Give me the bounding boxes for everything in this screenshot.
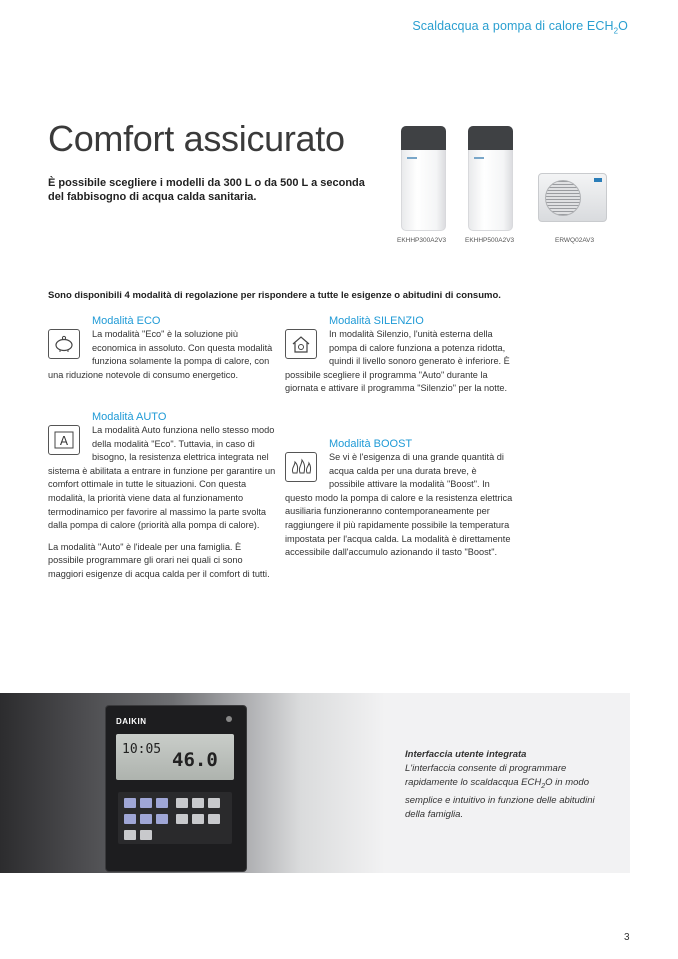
- mode-eco-text: La modalità "Eco" è la soluzione più economica in assoluto. Con questa modalità funziona solamente la pompa di calore, con una riduzione notevole di consumo energetico.: [48, 329, 273, 380]
- mode-boost-text: Se vi è l'esigenza di una grande quantità di acqua calda per una durata breve, è possibile attivare la modalità "Boost". In questo modo la pompa di calore e la resistenza elettrica ausiliaria funzioneranno contemporaneamente per raggiungere il più rapidamente possibile la temperatura impostata per l'acqua calda. La modalità è direttamente accessibile dall'accumulo azionando il tasto "Boost".: [285, 452, 513, 558]
- mode-silenzio-text: In modalità Silenzio, l'unità esterna della pompa di calore funziona a potenza ridotta, quindi il livello sonoro generato è inferiore. È possibile scegliere il programma "Auto" durante la giornata e attivare il programma "Silenzio" per la notte.: [285, 329, 510, 394]
- product-label: EKHHP500A2V3: [465, 237, 515, 244]
- keypad-button[interactable]: [140, 830, 152, 840]
- keypad-button[interactable]: [140, 798, 152, 808]
- mode-silenzio-title: Modalità SILENZIO: [329, 315, 424, 327]
- mode-boost-title: Modalità BOOST: [329, 438, 413, 450]
- product-label: ERWQ02AV3: [555, 237, 595, 244]
- mode-eco: [48, 314, 276, 382]
- lead-paragraph: È possibile scegliere i modelli da 300 L o da 500 L a seconda del fabbisogno di acqua calda sanitaria.: [48, 177, 365, 203]
- keypad-button[interactable]: [176, 798, 188, 808]
- lcd-time: 10:05: [122, 742, 162, 757]
- product-label: EKHHP300A2V3: [397, 237, 447, 244]
- modes-intro: Sono disponibili 4 modalità di regolazione per rispondere a tutte le esigenze o abitudini di consumo.: [48, 290, 501, 301]
- lcd-temperature: 46.0: [172, 749, 218, 771]
- keypad: [118, 792, 232, 844]
- page-number: 3: [624, 932, 630, 943]
- keypad-button[interactable]: [208, 814, 220, 824]
- mode-auto-text-2: La modalità "Auto" è l'ideale per una famiglia. È possibile programmare gli orari nei quali ci sono maggiori esigenze di acqua calda per il comfort di tutti.: [48, 541, 270, 579]
- keypad-button[interactable]: [156, 798, 168, 808]
- section-header: Scaldacqua a pompa di calore $ECH_2O$: [412, 19, 628, 36]
- product-image-500l: [468, 126, 513, 231]
- keypad-button[interactable]: [208, 798, 220, 808]
- keypad-button[interactable]: [124, 830, 136, 840]
- interface-caption: Interfaccia utente integrata L'interfaccia consente di programmare rapidamente lo scaldacqua $ECH_2O$ in modo semplice e intuitivo in funzione delle abitudini della famiglia.: [405, 748, 615, 822]
- mode-boost: [285, 437, 513, 560]
- mode-auto-title: Modalità AUTO: [92, 411, 167, 423]
- lcd-display: [116, 734, 234, 780]
- keypad-button[interactable]: [176, 814, 188, 824]
- keypad-button[interactable]: [192, 814, 204, 824]
- boost-flames-icon: [285, 452, 317, 482]
- keypad-button[interactable]: [124, 798, 136, 808]
- keypad-button[interactable]: [124, 814, 136, 824]
- keypad-button[interactable]: [140, 814, 152, 824]
- mode-silenzio: [285, 314, 513, 396]
- page-title: Comfort assicurato: [48, 118, 345, 159]
- mode-eco-title: Modalità ECO: [92, 315, 161, 327]
- mode-auto-text: La modalità Auto funziona nello stesso modo della modalità "Eco". Tuttavia, in caso di bisogno, la resistenza elettrica integrata nel sistema è abilitata a entrare in funzione per garantire un comfort ottimale in tutte le situazioni. Con questa modalità, la priorità viene data al funzionamento termodinamico per favorire al massimo la parte svolta dalla pompa di calore (priorità alla pompa di calore).: [48, 425, 276, 531]
- control-panel: [105, 705, 247, 872]
- keypad-button[interactable]: [156, 814, 168, 824]
- product-image-outdoor-unit: [538, 173, 607, 222]
- power-indicator-icon: [226, 716, 232, 722]
- auto-a-icon: [48, 425, 80, 455]
- mode-auto: [48, 410, 276, 582]
- product-image-300l: [401, 126, 446, 231]
- quiet-house-icon: [285, 329, 317, 359]
- interface-caption-title: Interfaccia utente integrata: [405, 749, 527, 760]
- piggy-bank-icon: [48, 329, 80, 359]
- brand-logo: DAIKIN: [116, 717, 147, 726]
- svg-text:A: A: [59, 434, 69, 448]
- keypad-button[interactable]: [192, 798, 204, 808]
